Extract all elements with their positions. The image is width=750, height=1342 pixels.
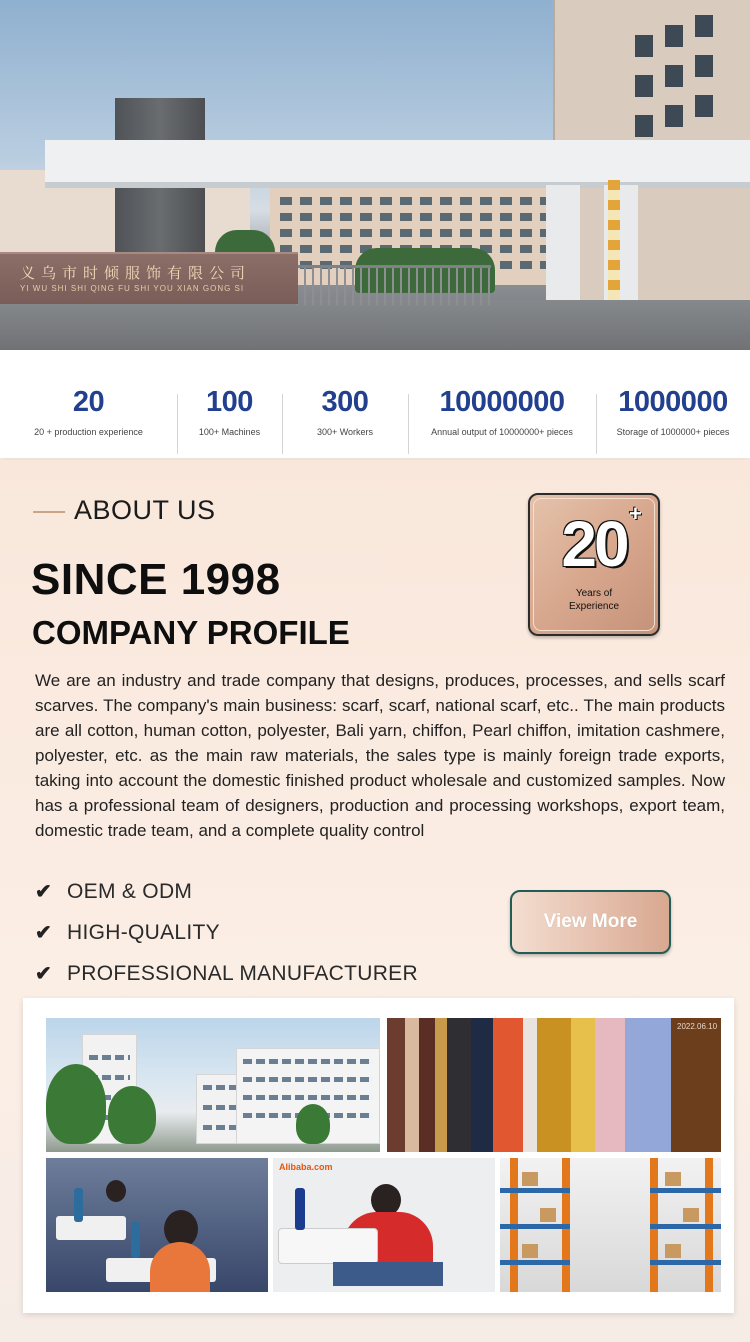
stat-value: 100	[206, 385, 253, 418]
company-sign-chinese: 义乌市时倾服饰有限公司	[20, 264, 252, 282]
feature-label: PROFESSIONAL MANUFACTURER	[67, 961, 418, 985]
about-section	[0, 460, 750, 1342]
feature-label: HIGH-QUALITY	[67, 920, 220, 944]
stat-label: 100+ Machines	[198, 426, 261, 437]
stat-value: 1000000	[618, 385, 728, 418]
years-experience-badge	[528, 493, 660, 636]
date-stamp: 2022.06.10	[677, 1022, 718, 1031]
badge-caption	[530, 587, 658, 613]
checkmark-icon: ✔	[35, 881, 52, 903]
company-description: We are an industry and trade company that designs, produces, processes, and sells scarf scarves. The company's main business: scarf, scarf, national scarf, etc.. The main products are all cotton, human cotton, polyester, Bali yarn, chiffon, Pearl chiffon, imitation cashmere, polyester, etc. as the main raw materials, the sales type is mainly foreign trade exports, taking into account the domestic finished product wholesale and customized samples. Now has a professional team of designers, production and processing workshops, export team, domestic trade team, and a complete quality control	[35, 671, 725, 840]
feature-item	[35, 956, 418, 991]
road	[0, 300, 750, 350]
hero-factory-photo	[0, 0, 750, 350]
feature-label: OEM & ODM	[67, 879, 193, 903]
factory-buildings-photo	[46, 1018, 380, 1152]
feature-list	[35, 874, 418, 997]
badge-caption-line1: Years of	[575, 588, 613, 599]
stat-label: Storage of 1000000+ pieces	[616, 426, 730, 437]
alibaba-watermark: Alibaba.com	[279, 1162, 333, 1172]
gate-pillar	[546, 185, 580, 300]
sewing-workers-photo	[46, 1158, 268, 1292]
badge-plus: +	[629, 501, 642, 526]
sewing-machine-photo	[273, 1158, 495, 1292]
stat-value: 20	[72, 385, 105, 418]
warehouse-photo	[500, 1158, 721, 1292]
stat-experience	[0, 372, 177, 437]
feature-item	[35, 874, 418, 909]
since-heading: SINCE 1998	[31, 555, 281, 604]
stat-label: 20 + production experience	[34, 426, 143, 437]
heading-accent-line	[33, 511, 65, 513]
gate-canopy	[45, 140, 750, 188]
checkmark-icon: ✔	[35, 922, 52, 944]
scarf-products-photo	[387, 1018, 721, 1152]
factory-gallery	[23, 998, 734, 1313]
stat-annual-output	[408, 372, 596, 437]
stat-label: 300+ Workers	[316, 426, 374, 437]
company-profile-heading: COMPANY PROFILE	[32, 614, 350, 651]
stat-storage	[596, 372, 750, 437]
feature-item	[35, 915, 418, 950]
badge-caption-line2: Experience	[568, 601, 620, 612]
stat-machines	[177, 372, 282, 437]
checkmark-icon: ✔	[35, 963, 52, 985]
stat-workers	[282, 372, 408, 437]
stat-label: Annual output of 10000000+ pieces	[431, 426, 573, 437]
company-sign	[0, 252, 298, 304]
company-sign-pinyin: YI WU SHI SHI QING FU SHI YOU XIAN GONG SI	[20, 284, 245, 293]
stat-value: 10000000	[439, 385, 565, 418]
about-us-heading: ABOUT US	[74, 495, 216, 525]
view-more-button[interactable]: View More	[510, 890, 671, 954]
badge-number: 20	[561, 508, 627, 580]
gate-stripe	[608, 180, 620, 300]
stat-value: 300	[321, 385, 369, 418]
stats-bar	[0, 350, 750, 458]
sliding-gate	[296, 265, 491, 305]
